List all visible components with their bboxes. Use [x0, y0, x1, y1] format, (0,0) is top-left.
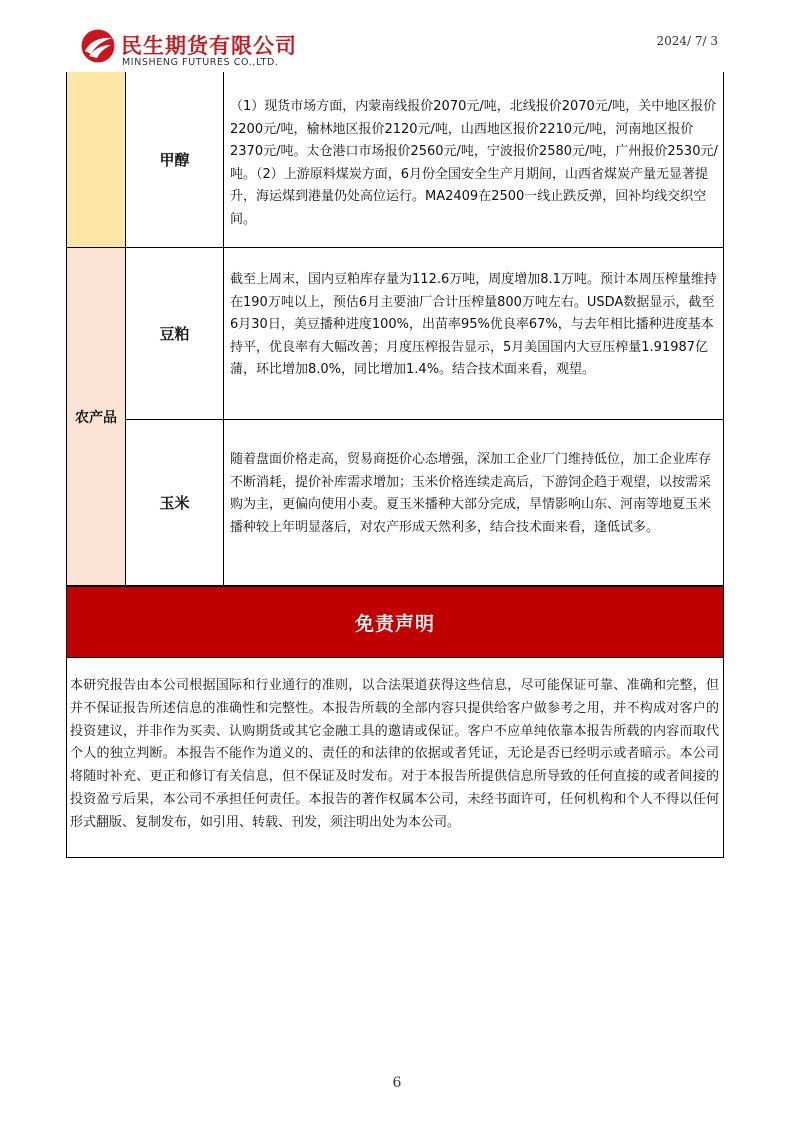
category-cell-agri	[67, 248, 126, 586]
commodity-table	[66, 72, 724, 586]
disclaimer-title: 免责声明	[354, 612, 435, 635]
category-cell-energy	[67, 72, 126, 248]
commodity-name-methanol: 甲醇	[126, 72, 224, 248]
company-name-en: MINSHENG FUTURES CO.,LTD.	[122, 57, 279, 68]
commodity-name-soymeal: 豆粕	[126, 248, 224, 420]
commodity-text-methanol: （1）现货市场方面，内蒙南线报价2070元/吨，北线报价2070元/吨，关中地区报价2200元/吨，榆林地区报价2120元/吨，山西地区报价2210元/吨，河南地区报价2370元/吨。太仓港口市场报价2560元/吨，宁波报价2580元/吨，广州报价2530元/吨。（2）上游原料煤炭方面，6月份全国安全生产月期间，山西省煤炭产量无显著提升，海运煤到港量仍处高位运行。MA2409在2500一线止跌反弹，回补均线交织空间。	[224, 72, 724, 248]
commodity-text-corn: 随着盘面价格走高，贸易商挺价心态增强，深加工企业厂门维持低位，加工企业库存不断消耗，提价补库需求增加；玉米价格连续走高后，下游饲企趋于观望，以按需采购为主，更偏向使用小麦。夏玉米播种大部分完成，旱情影响山东、河南等地夏玉米播种较上年明显落后，对农产形成天然利多，结合技术面来看，逢低试多。	[224, 420, 724, 586]
category-label-agri: 农产品	[75, 409, 117, 426]
disclaimer-header	[66, 586, 724, 658]
page-number: 6	[392, 1075, 402, 1091]
commodity-text-soymeal: 截至上周末，国内豆粕库存量为112.6万吨，周度增加8.1万吨。预计本周压榨量维持在190万吨以上，预估6月主要油厂合计压榨量800万吨左右。USDA数据显示，截至6月30日，美豆播种进度100%，出苗率95%优良率67%，与去年相比播种进度基本持平，优良率有大幅改善；月度压榨报告显示，5月美国国内大豆压榨量1.91987亿蒲，环比增加8.0%，同比增加1.4%。结合技术面来看，观望。	[224, 248, 724, 420]
report-date: 2024/ 7/ 3	[656, 34, 718, 48]
page-header	[0, 0, 794, 72]
disclaimer-body: 本研究报告由本公司根据国际和行业通行的准则，以合法渠道获得这些信息，尽可能保证可靠、准确和完整，但并不保证报告所述信息的准确性和完整性。本报告所载的全部内容只提供给客户做参考之用，并不构成对客户的投资建议，并非作为买卖、认购期货或其它金融工具的邀请或保证。客户不应单纯依靠本报告所载的内容而取代个人的独立判断。本报告不能作为道义的、责任的和法律的依据或者凭证，无论是否已经明示或者暗示。本公司将随时补充、更正和修订有关信息，但不保证及时发布。对于本报告所提供信息所导致的任何直接的或者间接的投资盈亏后果，本公司不承担任何责任。本报告的著作权属本公司，未经书面许可，任何机构和个人不得以任何形式翻版、复制发布，如引用、转载、刊发，须注明出处为本公司。	[66, 658, 724, 858]
commodity-name-corn: 玉米	[126, 420, 224, 586]
company-name-cn: 民生期货有限公司	[121, 34, 297, 58]
minsheng-futures-logo-icon	[80, 28, 116, 64]
